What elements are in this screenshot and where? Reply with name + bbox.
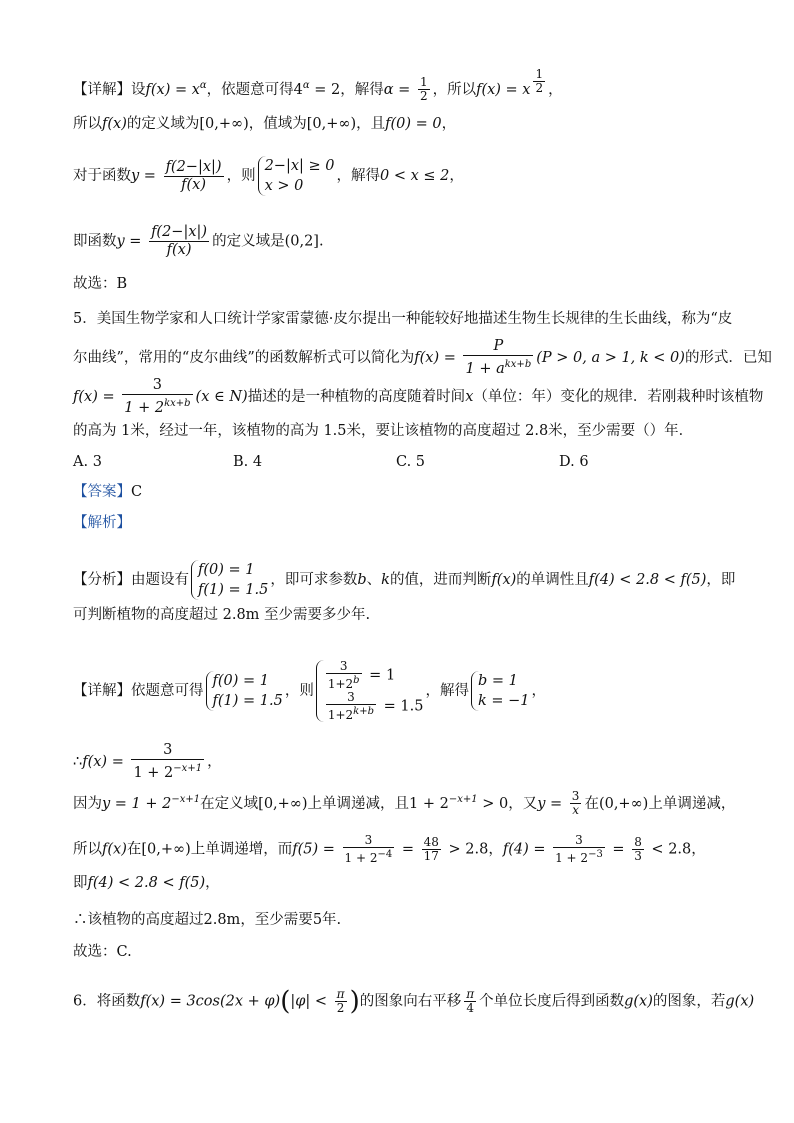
fraction — [122, 377, 192, 417]
text: ，值域为 — [248, 116, 307, 132]
text: 即 — [73, 875, 88, 891]
math-fx: f(x) = — [414, 349, 461, 366]
math-eq: = — [397, 841, 419, 858]
text: 上单调递增，而 — [190, 841, 293, 858]
math-gx: g(x) — [624, 993, 653, 1010]
math-domain: [0,+∞) — [258, 795, 308, 812]
text: ，所以 — [432, 81, 477, 98]
numerator: f(2−|x|) — [151, 224, 208, 240]
text: 6．将函数 — [73, 993, 141, 1010]
denominator — [122, 395, 192, 417]
text: 的单调性且 — [516, 572, 589, 588]
paren-left: ( — [280, 986, 291, 1017]
system-row: f(1) = 1.5 — [212, 693, 283, 709]
fraction — [570, 790, 582, 817]
fraction — [164, 159, 224, 194]
denominator: 4 — [466, 1001, 474, 1015]
fraction — [131, 742, 204, 782]
math-sup: −4 — [377, 849, 393, 860]
fraction — [335, 988, 347, 1015]
text: 的图象向右平移 — [359, 993, 462, 1010]
denominator — [326, 705, 376, 722]
math-sup: b — [353, 675, 360, 686]
denominator: x — [572, 803, 579, 818]
math-domain: [0,+∞) — [199, 116, 249, 132]
q5-stem-line-1: 5．美国生物学家和人口统计学家雷蒙德·皮尔提出一种能较好地描述生物生长规律的生长曲线，称为“皮 — [73, 311, 733, 327]
q6-stem-line-1 — [73, 988, 754, 1015]
math-fx: f(x) = x — [145, 81, 200, 98]
ji-line — [73, 873, 754, 893]
math-fx: f(x) = 3cos(2x + φ) — [140, 993, 281, 1010]
math-gx: g(x) — [725, 993, 755, 1010]
system-row: f(0) = 1 — [212, 673, 269, 689]
answer-label: 【答案】 — [73, 484, 131, 500]
math-domain: [0,+∞) — [141, 841, 191, 858]
fraction-exponent — [533, 68, 545, 95]
numerator: π — [466, 987, 475, 1001]
math-fx: f(x) — [102, 841, 127, 858]
fraction — [149, 224, 209, 259]
text: ， — [531, 683, 546, 699]
math-sup: α — [302, 80, 310, 91]
denominator: 2 — [535, 81, 544, 95]
text: ， — [449, 168, 464, 184]
text: ， — [548, 81, 563, 98]
system-row: 2−|x| ≥ 0 — [264, 158, 335, 174]
math-sup: −x+1 — [173, 763, 203, 774]
fraction — [632, 836, 644, 863]
therefore-line — [73, 742, 754, 782]
text: ， — [691, 841, 706, 858]
math-domain: (0,+∞) — [598, 795, 649, 812]
system-row: k = −1 — [477, 693, 530, 709]
math-expr: > 0 — [477, 795, 509, 812]
math-y: y = — [131, 168, 161, 184]
math-range: [0,+∞) — [306, 116, 357, 132]
text: 在 — [126, 841, 142, 858]
math-sup: kx+b — [164, 398, 191, 409]
math-sup: kx+b — [504, 359, 532, 370]
fraction — [553, 834, 605, 865]
math-fx: f(x) = — [82, 753, 129, 770]
math-result: (0,2] — [284, 233, 319, 250]
numerator: 3 — [553, 834, 605, 848]
denominator: 3 — [634, 849, 642, 863]
denominator: f(x) — [181, 176, 206, 193]
text: ，解得 — [336, 168, 380, 184]
solution-label: 【详解】设 — [73, 81, 146, 98]
denominator-base: 1+2 — [327, 708, 354, 722]
denominator-base: 1+2 — [327, 677, 354, 691]
text: ， — [488, 841, 503, 858]
text: 、 — [366, 572, 382, 588]
math-sup: −x+1 — [448, 794, 478, 805]
conclusion-line — [73, 910, 754, 930]
text: ，依题意可得 — [206, 81, 294, 98]
math-condition: (P > 0, a > 1, k < 0) — [536, 349, 685, 366]
text: 所以 — [73, 116, 102, 132]
analysis-line-2: 可判断植物的高度超过 2.8m 至少需要多少年. — [73, 607, 371, 623]
q5-stem-line-3 — [73, 377, 764, 417]
numerator: 48 — [423, 835, 439, 849]
math-sup: −3 — [588, 849, 603, 860]
numerator: P — [463, 338, 533, 356]
system-equations — [316, 660, 424, 722]
text: ∴该植物的高度超过 — [73, 912, 204, 928]
system-solution — [471, 671, 530, 711]
text: 即函数 — [73, 233, 117, 250]
math-f0: f(0) = 0 — [385, 116, 442, 132]
text: 因为 — [73, 795, 102, 812]
math-fx: f(x) = — [73, 388, 120, 405]
math-y: y = — [537, 795, 567, 812]
denominator: 2 — [336, 1001, 345, 1015]
choice-line-b: 故选：B — [73, 276, 128, 292]
denominator — [343, 848, 395, 865]
therefore-symbol: ∴ — [73, 753, 83, 770]
math-fx: f(x) = x — [476, 81, 531, 98]
math-k: k — [381, 572, 390, 588]
text: 上单调递减， — [648, 795, 736, 812]
fraction — [463, 338, 533, 378]
system-row: f(1) = 1.5 — [198, 582, 269, 598]
text: 在定义域 — [200, 795, 259, 812]
paren-right: ) — [349, 986, 360, 1017]
fraction — [326, 691, 376, 722]
text: ， — [205, 875, 220, 891]
text: 年. — [322, 912, 342, 928]
math-result: 0 < x ≤ 2 — [380, 168, 450, 184]
denominator-base: 1 + 2 — [133, 764, 174, 781]
text: 所以 — [73, 841, 102, 858]
system-given — [191, 560, 268, 600]
math-fx: f(x) — [102, 116, 127, 132]
system-of-inequalities — [258, 156, 335, 196]
text: 的定义域是 — [212, 233, 285, 250]
math-inequality: f(4) < 2.8 < f(5) — [87, 875, 206, 891]
math-fx: f(x) — [491, 572, 517, 588]
option-b[interactable]: B. 4 — [233, 454, 263, 470]
denominator — [131, 760, 204, 782]
math-eq: = — [607, 841, 630, 858]
numerator: 3 — [571, 789, 580, 804]
numerator: 3 — [343, 834, 395, 848]
text: ，至少需要 — [240, 912, 313, 928]
fraction-half — [418, 76, 430, 103]
solution-line-2 — [73, 114, 754, 134]
option-a[interactable]: A. 3 — [73, 454, 102, 470]
q5-options — [73, 452, 754, 472]
math-x: x — [465, 388, 474, 405]
math-sup: k+b — [353, 706, 375, 717]
answer-line — [73, 482, 754, 502]
math-eq: 4 — [293, 81, 303, 98]
text: ，又 — [508, 795, 538, 812]
system-row: f(0) = 1 — [198, 562, 255, 578]
text: 的图象，若 — [652, 993, 726, 1010]
answer-value: C — [131, 484, 143, 500]
denominator-base: 1 + 2 — [124, 399, 165, 416]
math-alpha: α = — [383, 81, 415, 98]
text: 个单位长度后得到函数 — [479, 993, 625, 1010]
math-years: 5 — [312, 912, 323, 928]
text: ，解得 — [340, 81, 384, 98]
math-rhs: = 1.5 — [379, 698, 424, 715]
text: 的定义域为 — [126, 116, 200, 132]
text: ， — [207, 753, 222, 770]
q5-stem-line-4: 的高为 1米，经过一年，该植物的高为 1.5米，要让该植物的高度超过 2.8米，至少需要（）年． — [73, 423, 694, 439]
denominator — [463, 356, 533, 378]
option-d[interactable]: D. 6 — [559, 454, 589, 470]
numerator: f(2−|x|) — [165, 158, 222, 175]
math-inequality: f(4) < 2.8 < f(5) — [588, 572, 707, 588]
fraction — [464, 988, 476, 1015]
numerator: π — [336, 987, 345, 1001]
math-compare: < 2.8 — [646, 841, 692, 858]
denominator — [553, 848, 605, 865]
numerator: 3 — [122, 377, 192, 395]
denominator: 17 — [423, 849, 439, 863]
text: ，则 — [284, 683, 314, 699]
math-sup: −x+1 — [171, 794, 201, 805]
denominator-base: 1 + 2 — [344, 851, 378, 865]
numerator: 3 — [131, 742, 204, 760]
numerator: 8 — [634, 835, 642, 849]
math-f4: f(4) = — [502, 841, 551, 858]
text: 【详解】依题意可得 — [73, 683, 204, 699]
text: 在 — [584, 795, 599, 812]
text: ， — [441, 116, 457, 132]
math-rhs: = 1 — [364, 667, 396, 684]
text: 的值，进而判断 — [389, 572, 492, 588]
text: （单位：年）变化的规律．若刚栽种时该植物 — [473, 388, 764, 405]
solution-line-1 — [73, 67, 754, 104]
text: 【分析】由题设有 — [73, 572, 189, 588]
increasing-line — [73, 834, 754, 865]
denominator-base: 1 + 2 — [555, 851, 589, 865]
denominator: f(x) — [166, 242, 192, 258]
text: . — [318, 233, 324, 250]
text: ，即可求参数 — [270, 572, 358, 588]
system-row — [323, 691, 424, 722]
solution-line-4 — [73, 224, 754, 259]
math-y: y = — [116, 233, 147, 250]
analysis-line-1 — [73, 560, 754, 600]
solution-line-3 — [73, 156, 754, 196]
fraction — [326, 660, 362, 691]
text: ，则 — [226, 168, 256, 184]
text: 对于函数 — [73, 168, 131, 184]
math-sup: α — [199, 80, 207, 91]
numerator: 3 — [326, 691, 376, 705]
text: 尔曲线”，常用的“皮尔曲线”的函数解析式可以简化为 — [73, 349, 415, 366]
denominator: 2 — [419, 89, 428, 104]
numerator: 3 — [326, 660, 362, 674]
choice-line-c: 故选：C. — [73, 944, 132, 960]
system-row: x > 0 — [264, 178, 304, 194]
math-compare: > 2.8 — [443, 841, 489, 858]
math-condition: (x ∈ N) — [195, 388, 248, 405]
numerator: 1 — [419, 75, 428, 90]
option-c[interactable]: C. 5 — [396, 454, 426, 470]
text: ，即 — [706, 572, 736, 588]
system-row — [323, 660, 424, 691]
system-row: b = 1 — [477, 673, 518, 689]
analysis-label: 【解析】 — [73, 515, 131, 531]
system-given — [206, 671, 283, 711]
text: 描述的是一种植物的高度随着时间 — [247, 388, 466, 405]
text: 上单调递减，且 — [307, 795, 410, 812]
math-condition: |φ| < — [290, 993, 332, 1010]
fraction — [422, 836, 441, 863]
denominator — [326, 674, 362, 691]
fraction — [343, 834, 395, 865]
math-height: 2.8m — [203, 912, 241, 928]
monotonic-line — [73, 790, 754, 817]
q5-stem-line-2 — [73, 338, 772, 378]
math-eq: = 2 — [309, 81, 341, 98]
detail-line-1 — [73, 660, 754, 722]
text: 的形式．已知 — [684, 349, 772, 366]
math-expr: 1 + 2 — [409, 795, 449, 812]
numerator: 1 — [535, 67, 544, 81]
text: ，解得 — [425, 683, 469, 699]
text: ，且 — [356, 116, 386, 132]
math-b: b — [357, 572, 367, 588]
math-y: y = 1 + 2 — [102, 795, 172, 812]
math-f5: f(5) = — [292, 841, 340, 858]
denominator-base: 1 + a — [465, 360, 505, 377]
